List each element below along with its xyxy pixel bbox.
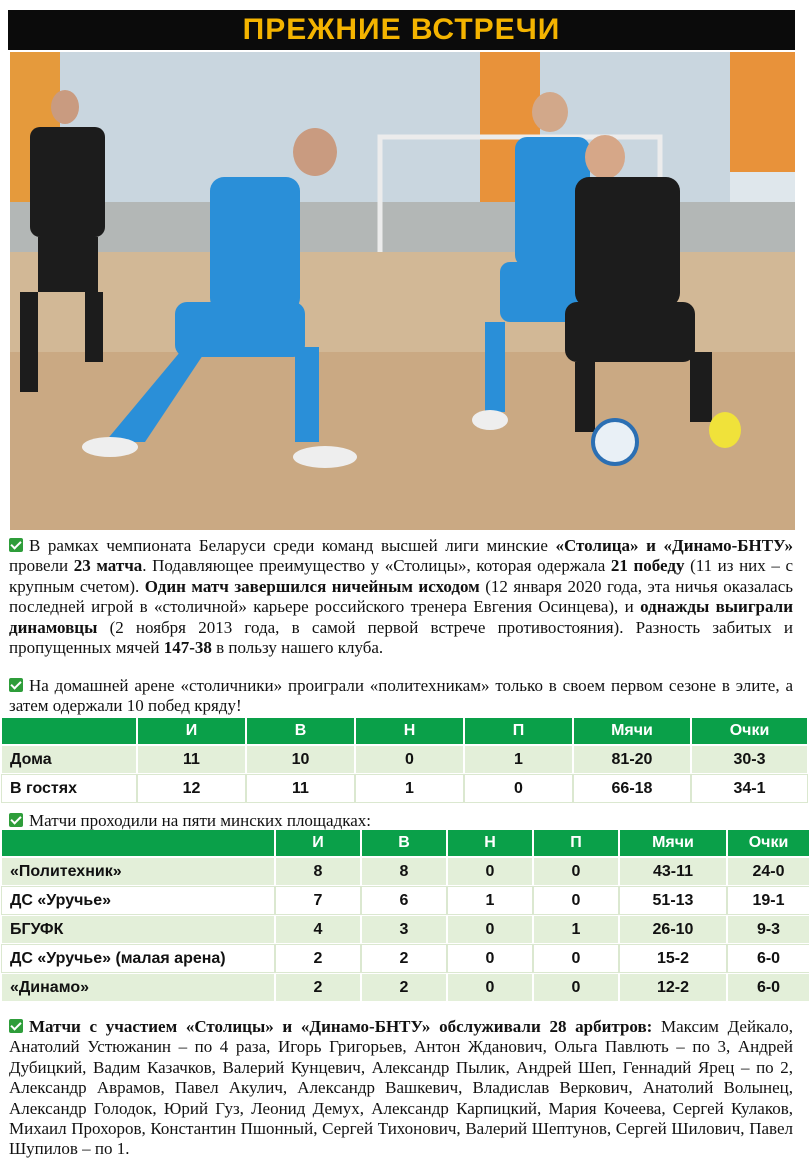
header-cell: И	[276, 830, 360, 856]
table-row	[2, 916, 809, 943]
intro-text-3: . Подавляющее преимущество у «Столицы», которая одержала	[142, 556, 611, 576]
table-header-row	[2, 718, 807, 744]
header-cell: И	[138, 718, 245, 744]
table-cell: 12-2	[620, 974, 726, 1001]
table-cell: 0	[448, 916, 532, 943]
table-cell: 3	[362, 916, 446, 943]
table-row	[2, 945, 809, 972]
table-row	[2, 746, 807, 773]
table-cell: 12	[138, 775, 245, 802]
check-icon	[9, 1019, 23, 1033]
table-cell: 2	[362, 974, 446, 1001]
table-cell: 0	[448, 974, 532, 1001]
table-cell: 66-18	[574, 775, 690, 802]
intro-text-6: (2 ноября 2013 года, в самой первой встрече противостояния). Разность забитых и пропущенных мячей	[9, 617, 793, 658]
intro-teams: «Столица» и «Динамо-БНТУ»	[555, 536, 794, 555]
row-label: «Динамо»	[2, 974, 274, 1001]
table-cell: 0	[534, 887, 618, 914]
table-cell: 8	[362, 858, 446, 885]
row-label: Дома	[2, 746, 136, 773]
table-cell: 2	[362, 945, 446, 972]
table-cell: 15-2	[620, 945, 726, 972]
header-cell: Н	[448, 830, 532, 856]
row-label: В гостях	[2, 775, 136, 802]
header-cell: П	[465, 718, 572, 744]
intro-paragraph	[9, 536, 793, 658]
intro-goal-diff: 147-38	[163, 638, 212, 658]
header-cell	[2, 830, 274, 856]
table-cell: 51-13	[620, 887, 726, 914]
table-cell: 19-1	[728, 887, 809, 914]
intro-draw: Один матч завершился ничейным исходом	[144, 576, 480, 596]
intro-text-4: (11 из них – с крупным счетом).	[9, 556, 793, 596]
header-cell: Очки	[692, 718, 807, 744]
table-cell: 6	[362, 887, 446, 914]
table-cell: 0	[448, 945, 532, 972]
check-icon	[9, 813, 23, 827]
table-cell: 43-11	[620, 858, 726, 885]
table-row	[2, 858, 809, 885]
venues-note-text: Матчи проходили на пяти минских площадках:	[29, 811, 371, 830]
table-cell: 6-0	[728, 974, 809, 1001]
table-cell: 0	[534, 858, 618, 885]
header-cell: В	[362, 830, 446, 856]
table-cell: 2	[276, 945, 360, 972]
row-label: «Политехник»	[2, 858, 274, 885]
table-cell: 0	[356, 746, 463, 773]
table-cell: 1	[465, 746, 572, 773]
table-cell: 2	[276, 974, 360, 1001]
header-cell: Мячи	[574, 718, 690, 744]
intro-text-5: (12 января 2020 года, эта ничья оказалась последней игрой в «столичной» карьере российского тренера Евгения Осинцева), и	[9, 576, 793, 617]
table-cell: 11	[138, 746, 245, 773]
intro-text-2: провели	[9, 556, 74, 576]
table-cell: 81-20	[574, 746, 690, 773]
table-cell: 24-0	[728, 858, 809, 885]
intro-text-1: В рамках чемпионата Беларуси среди команд высшей лиги минские	[29, 536, 556, 555]
referees-list: Максим Дейкало, Анатолий Устюжанин – по 4 раза, Игорь Григорьев, Антон Жданович, Ольга Павлють – по 3, Андрей Дубицкий, Вадим Казачков, Валерий Кунцевич, Александр Пылик, Андрей Шеп, Геннадий Ярец – по 2, Александр Аврамов, Павел Акулич, Александр Вашкевич, Владислав Веркович, Анатолий Волынец, Александр Голодок, Юрий Гуз, Леонид Демух, Александр Карпицкий, Мария Кочеева, Сергей Кулаков, Михаил Прохоров, Константин Пшонный, Сергей Тихонович, Валерий Шептунов, Сергей Шилович, Павел Шупилов – по 1.	[9, 1017, 793, 1159]
intro-text-7: в пользу нашего клуба.	[211, 638, 384, 658]
check-icon	[9, 678, 23, 692]
table-cell: 1	[448, 887, 532, 914]
page-title: ПРЕЖНИЕ ВСТРЕЧИ	[242, 13, 561, 46]
header-cell: Мячи	[620, 830, 726, 856]
table-cell: 7	[276, 887, 360, 914]
table-cell: 0	[534, 974, 618, 1001]
intro-matches: 23 матча	[73, 556, 143, 576]
row-label: БГУФК	[2, 916, 274, 943]
venues-table	[0, 828, 809, 1003]
table-cell: 1	[356, 775, 463, 802]
referees-paragraph	[9, 1017, 793, 1160]
table-cell: 10	[247, 746, 354, 773]
header-cell	[2, 718, 136, 744]
table-cell: 8	[276, 858, 360, 885]
table-cell: 9-3	[728, 916, 809, 943]
referees-heading: Матчи с участием «Столицы» и «Динамо-БНТУ» обслуживали 28 арбитров:	[29, 1017, 653, 1036]
match-photo	[10, 52, 795, 530]
table-cell: 0	[465, 775, 572, 802]
header-cell: В	[247, 718, 354, 744]
header-cell: Н	[356, 718, 463, 744]
futsal-players-illustration	[10, 52, 795, 530]
table-cell: 1	[534, 916, 618, 943]
home-note-paragraph	[9, 676, 793, 717]
table-row	[2, 775, 807, 802]
row-label: ДС «Уручье» (малая арена)	[2, 945, 274, 972]
table-cell: 11	[247, 775, 354, 802]
table-row	[2, 974, 809, 1001]
table-cell: 30-3	[692, 746, 807, 773]
home-away-table	[0, 716, 809, 804]
table-header-row	[2, 830, 809, 856]
table-row	[2, 887, 809, 914]
table-cell: 0	[448, 858, 532, 885]
intro-loss: однажды выиграли динамовцы	[9, 597, 793, 637]
table-cell: 26-10	[620, 916, 726, 943]
home-note-text: На домашней арене «столичники» проиграли «политехникам» только в своем первом сезоне в элите, а затем одержали 10 побед кряду!	[9, 676, 793, 716]
header-cell: П	[534, 830, 618, 856]
table-cell: 4	[276, 916, 360, 943]
table-cell: 34-1	[692, 775, 807, 802]
row-label: ДС «Уручье»	[2, 887, 274, 914]
page-title-bar	[8, 10, 795, 50]
intro-wins: 21 победу	[610, 556, 685, 576]
table-cell: 6-0	[728, 945, 809, 972]
header-cell: Очки	[728, 830, 809, 856]
table-cell: 0	[534, 945, 618, 972]
check-icon	[9, 538, 23, 552]
